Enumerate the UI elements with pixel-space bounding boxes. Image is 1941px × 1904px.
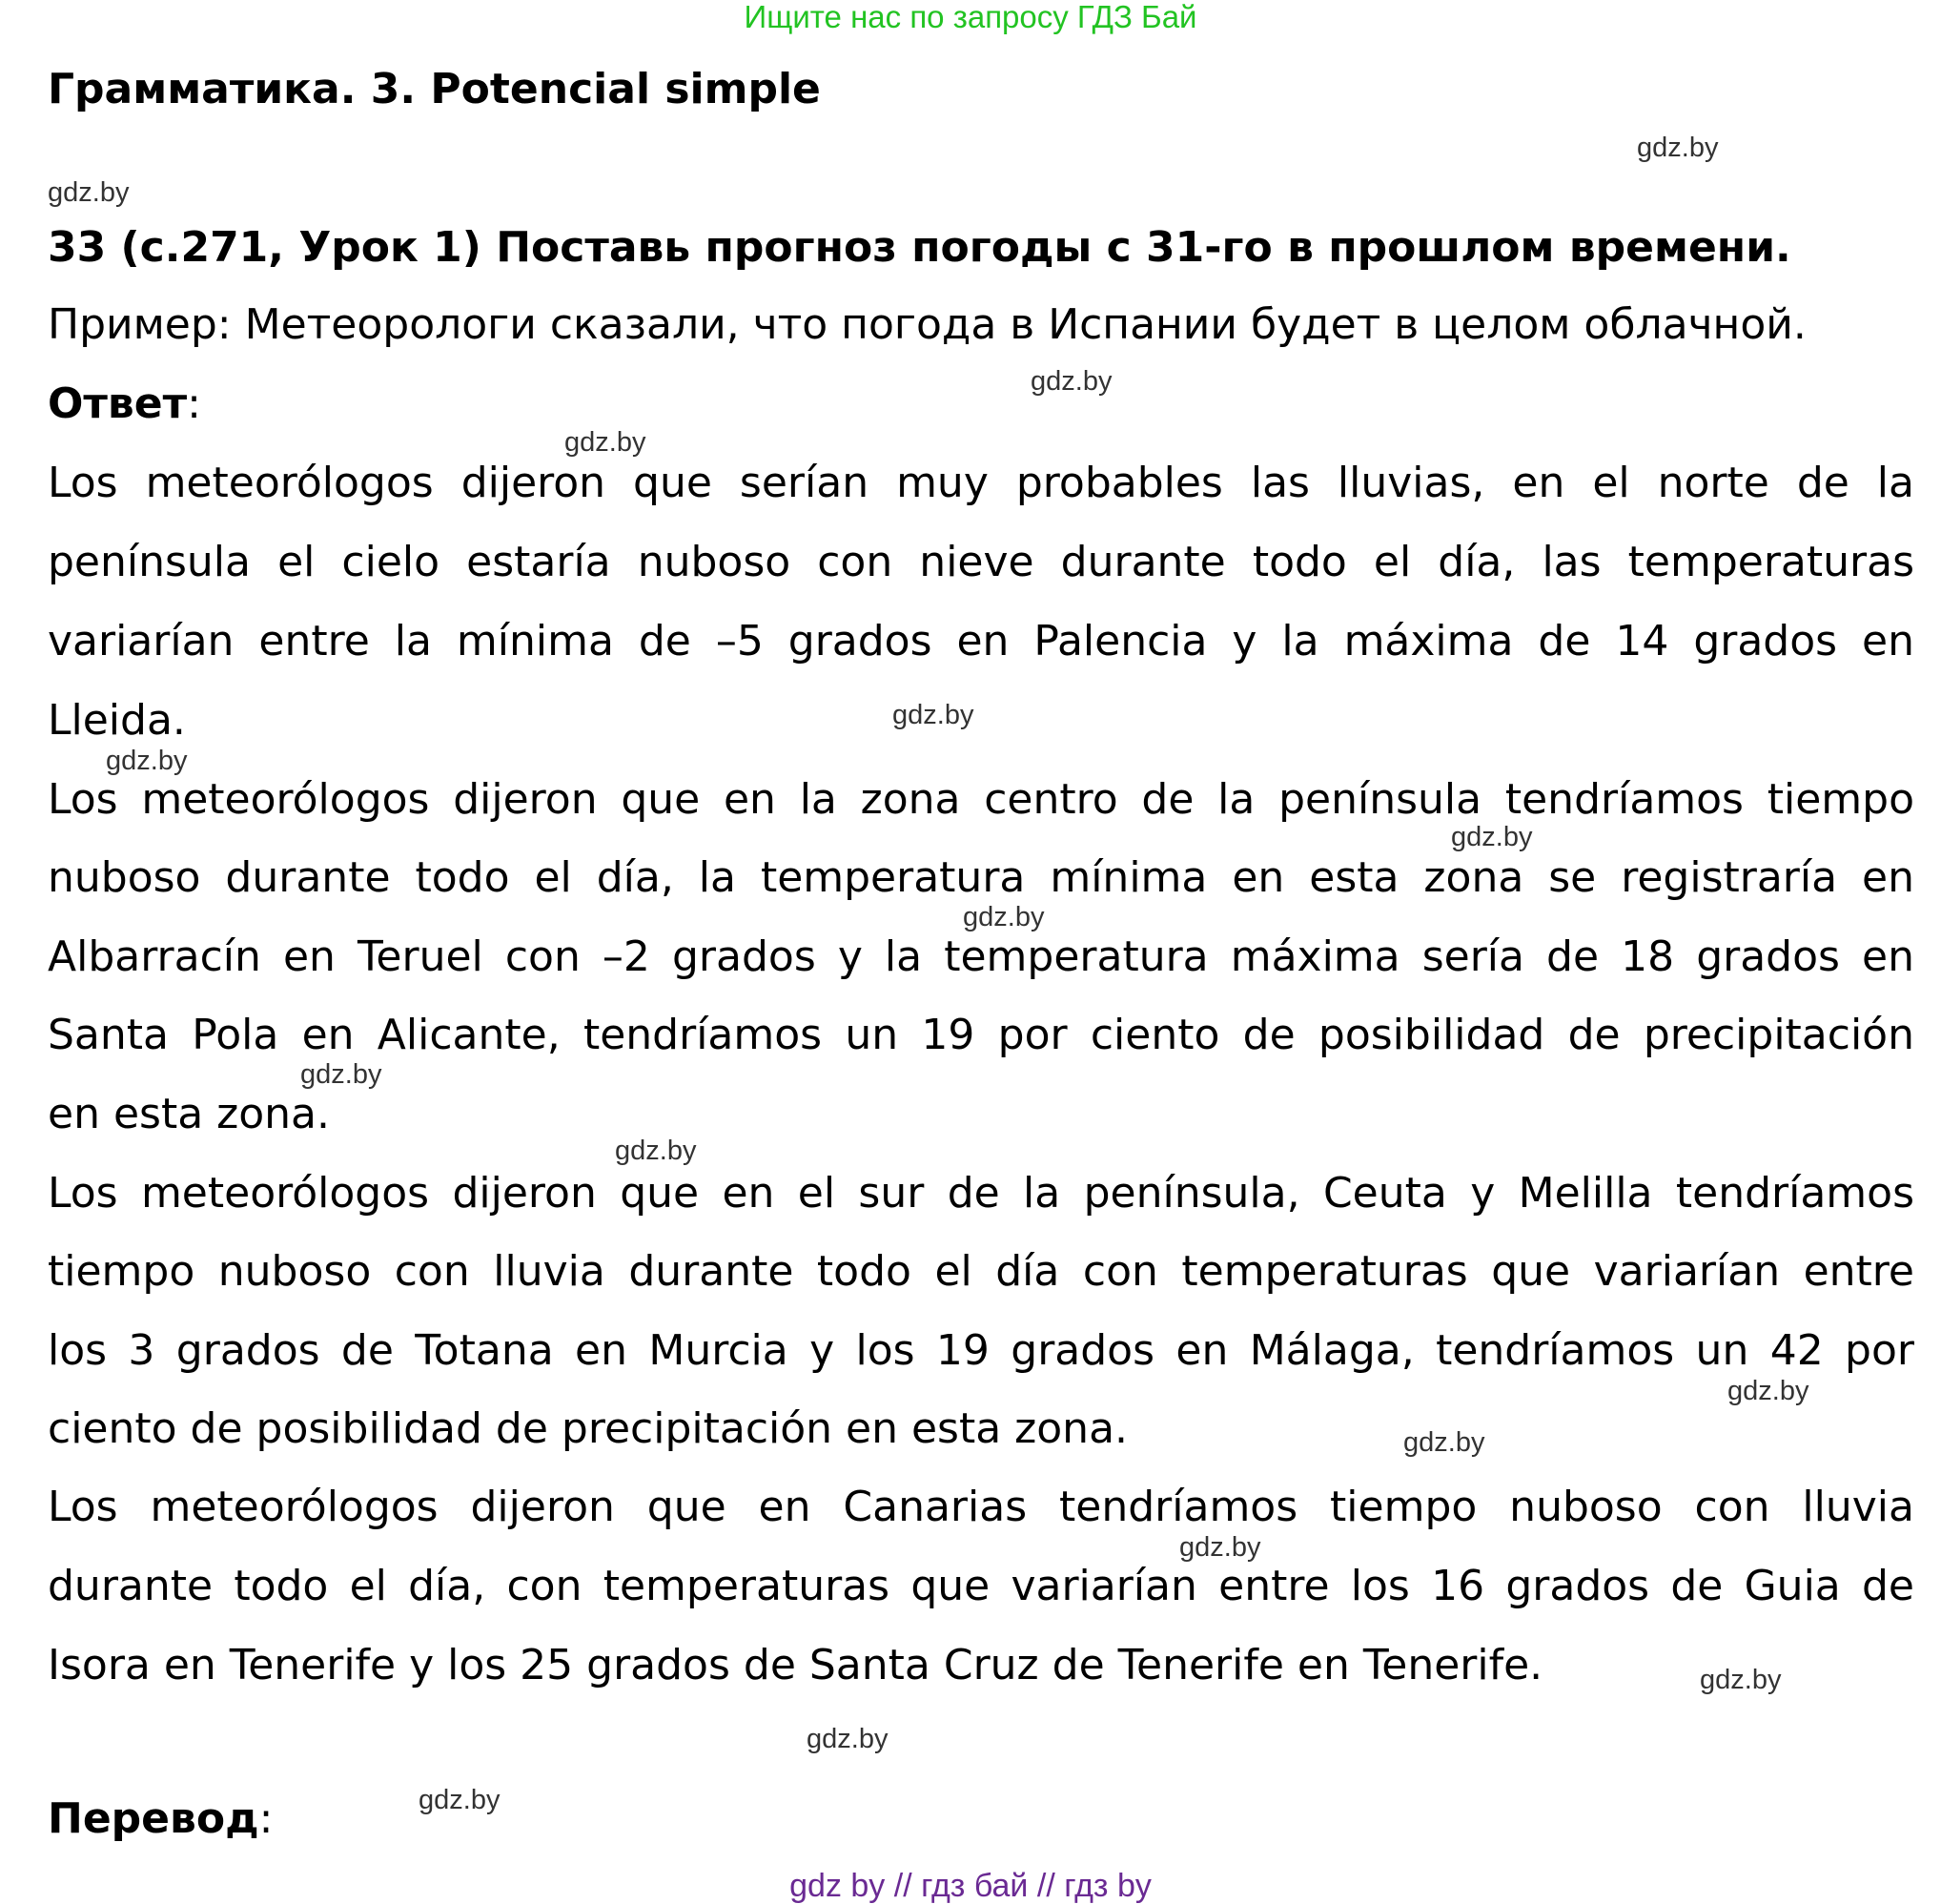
exercise-heading: 33 (с.271, Урок 1) Поставь прогноз погоды с 31-го в прошлом времени. bbox=[48, 223, 1791, 272]
answer-line: Isora en Tenerife y los 25 grados de Santa Cruz de Tenerife en Tenerife. bbox=[48, 1641, 1543, 1689]
answer-colon: : bbox=[187, 379, 201, 428]
translation-heading bbox=[48, 1792, 273, 1846]
translation-label: Перевод bbox=[48, 1794, 259, 1843]
answer-line: Santa Pola en Alicante, tendríamos un 19 por ciento de posibilidad de precipitación bbox=[48, 1011, 1914, 1059]
footer-links: gdz by // гдз бай // гдз by bbox=[789, 1868, 1152, 1904]
watermark: gdz.by bbox=[1637, 133, 1719, 163]
answer-line: Los meteorólogos dijeron que en Canarias tendríamos tiempo nuboso con lluvia bbox=[48, 1483, 1914, 1531]
watermark: gdz.by bbox=[419, 1785, 501, 1815]
watermark: gdz.by bbox=[300, 1059, 382, 1090]
top-banner: Ищите нас по запросу ГДЗ Бай bbox=[744, 0, 1197, 34]
watermark: gdz.by bbox=[892, 700, 974, 730]
answer-line: nuboso durante todo el día, la temperatura mínima en esta zona se registraría en bbox=[48, 853, 1914, 902]
watermark: gdz.by bbox=[1403, 1427, 1485, 1458]
watermark: gdz.by bbox=[1451, 822, 1533, 852]
answer-line: Los meteorólogos dijeron que serían muy probables las lluvias, en el norte de la bbox=[48, 459, 1914, 507]
watermark: gdz.by bbox=[807, 1724, 889, 1754]
watermark: gdz.by bbox=[963, 902, 1045, 932]
watermark: gdz.by bbox=[48, 177, 130, 208]
answer-line: Los meteorólogos dijeron que en el sur de la península, Ceuta y Melilla tendríamos bbox=[48, 1169, 1914, 1218]
answer-line: los 3 grados de Totana en Murcia y los 19 grados en Málaga, tendríamos un 42 por bbox=[48, 1326, 1914, 1375]
watermark: gdz.by bbox=[106, 746, 188, 776]
answer-line: tiempo nuboso con lluvia durante todo el día con temperaturas que variarían entre bbox=[48, 1247, 1914, 1296]
watermark: gdz.by bbox=[1179, 1532, 1261, 1563]
page-title: Грамматика. 3. Potencial simple bbox=[48, 65, 821, 113]
watermark: gdz.by bbox=[564, 427, 646, 458]
watermark: gdz.by bbox=[1700, 1665, 1782, 1695]
answer-label: Ответ bbox=[48, 379, 188, 428]
answer-line: península el cielo estaría nuboso con nieve durante todo el día, las temperaturas bbox=[48, 538, 1914, 586]
watermark: gdz.by bbox=[1727, 1376, 1809, 1406]
answer-line: en esta zona. bbox=[48, 1090, 330, 1138]
answer-line: durante todo el día, con temperaturas que variarían entre los 16 grados de Guia de bbox=[48, 1562, 1914, 1610]
answer-heading bbox=[48, 378, 201, 431]
watermark: gdz.by bbox=[615, 1136, 697, 1166]
answer-line: ciento de posibilidad de precipitación en esta zona. bbox=[48, 1404, 1129, 1453]
answer-line: Albarracín en Teruel con –2 grados y la temperatura máxima sería de 18 grados en bbox=[48, 932, 1914, 981]
answer-line: Lleida. bbox=[48, 696, 186, 745]
watermark: gdz.by bbox=[1031, 366, 1113, 397]
answer-line: Los meteorólogos dijeron que en la zona centro de la península tendríamos tiempo bbox=[48, 775, 1914, 824]
example-text: Пример: Метеорологи сказали, что погода в Испании будет в целом облачной. bbox=[48, 300, 1807, 349]
answer-line: variarían entre la mínima de –5 grados en Palencia y la máxima de 14 grados en bbox=[48, 617, 1914, 665]
translation-colon: : bbox=[258, 1794, 274, 1843]
